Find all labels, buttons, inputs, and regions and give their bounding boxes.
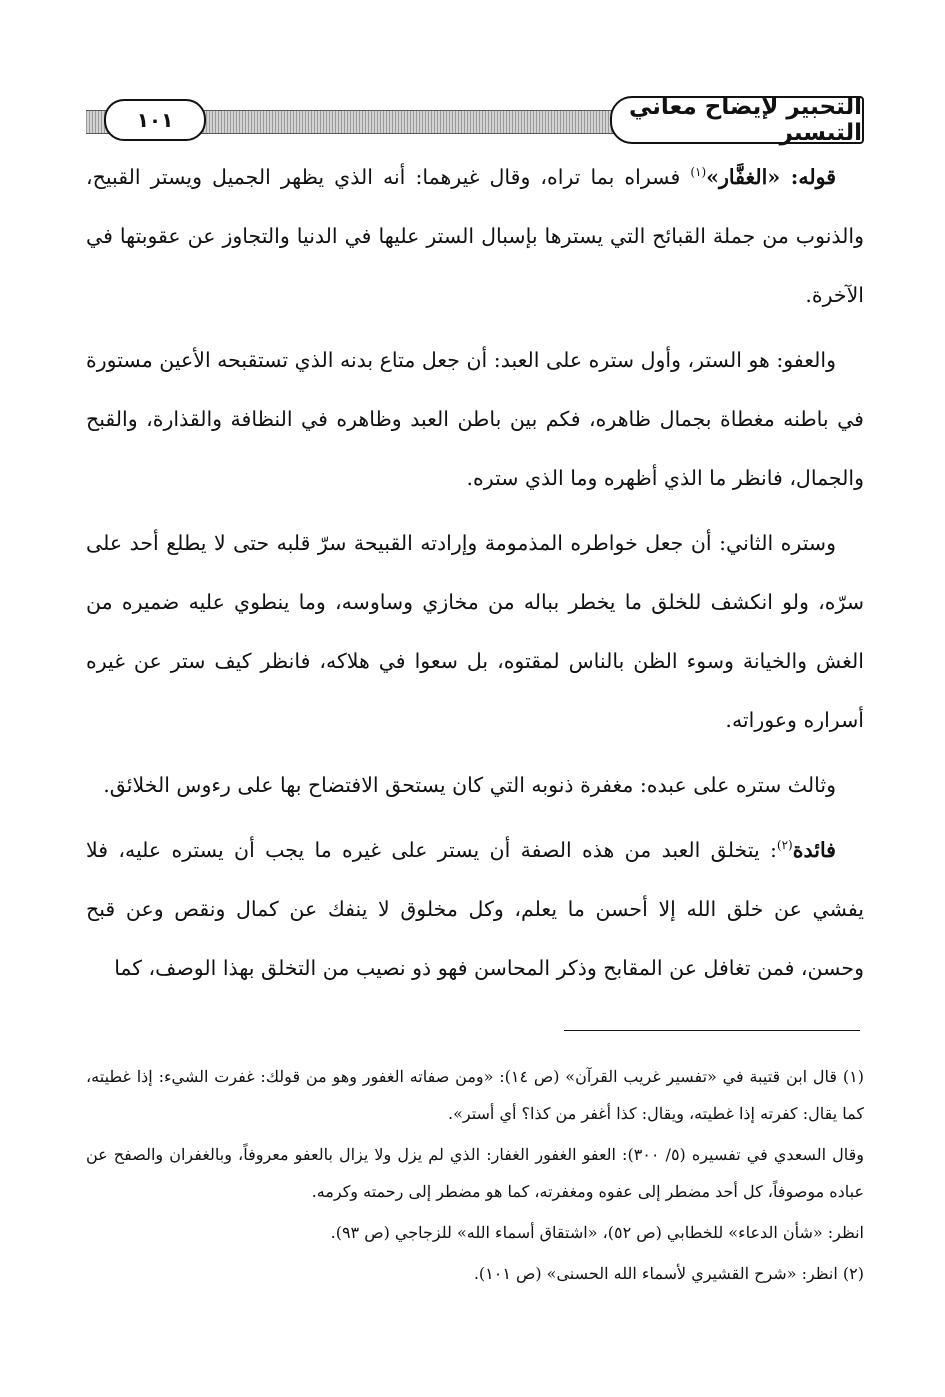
paragraph-al-afw: والعفو: هو الستر، وأول ستره على العبد: أن جعل متاع بدنه الذي تستقبحه الأعين مستورة في باطنه مغطاة بجمال ظاهره، فكم بين باطن العبد وظاهره في النظافة والقذارة، والقبح والجمال، فانظر ما الذي أظهره وما الذي ستره. <box>86 348 864 490</box>
keyword-faida: فائدة <box>792 838 836 862</box>
book-title: التحبير لإيضاح معاني التيسير <box>629 94 862 146</box>
footnote-1-references: انظر: «شأن الدعاء» للخطابي (ص ٥٢)، «اشتقاق أسماء الله» للزجاجي (ص ٩٣). <box>330 1223 864 1242</box>
footnote-ref-1: (١) <box>690 165 707 180</box>
footnote-separator <box>564 1030 860 1031</box>
paragraph-faida <box>86 821 864 998</box>
paragraph-text: فسراه بما تراه، وقال غيرهما: أنه الذي يظهر الجميل ويستر القبيح، والذنوب من جملة القبائح التي يسترها بإسبال الستر عليها في الدنيا والتجاوز عن عقوبتها في الآخرة. <box>86 165 864 307</box>
paragraph-al-ghaffar <box>86 148 864 325</box>
footnote-ref-2: (٢) <box>776 838 793 853</box>
footnote-2: (٢) انظر: «شرح القشيري لأسماء الله الحسنى» (ص ١٠١). <box>473 1264 864 1283</box>
paragraph-second-veil: وستره الثاني: أن جعل خواطره المذمومة وإرادته القبيحة سرّ قلبه حتى لا يطلع أحد على سرّه، ولو انكشف للخلق ما يخطر بباله من مخازي وساوسه، وما ينطوي عليه ضميره من الغش والخيانة وسوء الظن بالناس لمقتوه، بل سعوا في هلاكه، فانظر كيف ستر عن غيره أسراره وعوراته. <box>86 531 864 732</box>
page-number: ١٠١ <box>104 99 206 141</box>
paragraph-text: : يتخلق العبد من هذه الصفة أن يستر على غيره ما يجب أن يستره عليه، فلا يفشي عن خلق الله إلا أحسن ما يعلم، وكل مخلوق لا ينفك عن كمال ونقص وعن قبح وحسن، فمن تغافل عن المقابح وذكر المحاسن فهو ذو نصيب من التخلق بهذا الوصف، كما <box>86 838 864 980</box>
footnote-1-continued: وقال السعدي في تفسيره (٥/ ٣٠٠): العفو الغفور الغفار: الذي لم يزل ولا يزال بالعفو معروفاً، وبالغفران والصفح عن عباده موصوفاً، كل أحد مضطر إلى عفوه ومغفرته، كما هو مضطر إلى رحمته وكرمه. <box>86 1145 864 1201</box>
footnotes <box>86 1058 864 1296</box>
running-header <box>86 96 864 146</box>
book-title-box <box>610 96 864 144</box>
paragraph-third-veil: وثالث ستره على عبده: مغفرة ذنوبه التي كان يستحق الافتضاح بها على رءوس الخلائق. <box>103 773 836 797</box>
footnote-1: (١) قال ابن قتيبة في «تفسير غريب القرآن» (ص ١٤): «ومن صفاته الغفور وهو من قولك: غفرت الشيء: إذا غطيته، كما يقال: كفرته إذا غطيته، ويقال: كذا أغفر من كذا؟ أي أستر». <box>86 1067 864 1123</box>
main-text <box>86 148 864 1004</box>
keyword-al-ghaffar: قوله: «الغفَّار» <box>706 165 837 189</box>
